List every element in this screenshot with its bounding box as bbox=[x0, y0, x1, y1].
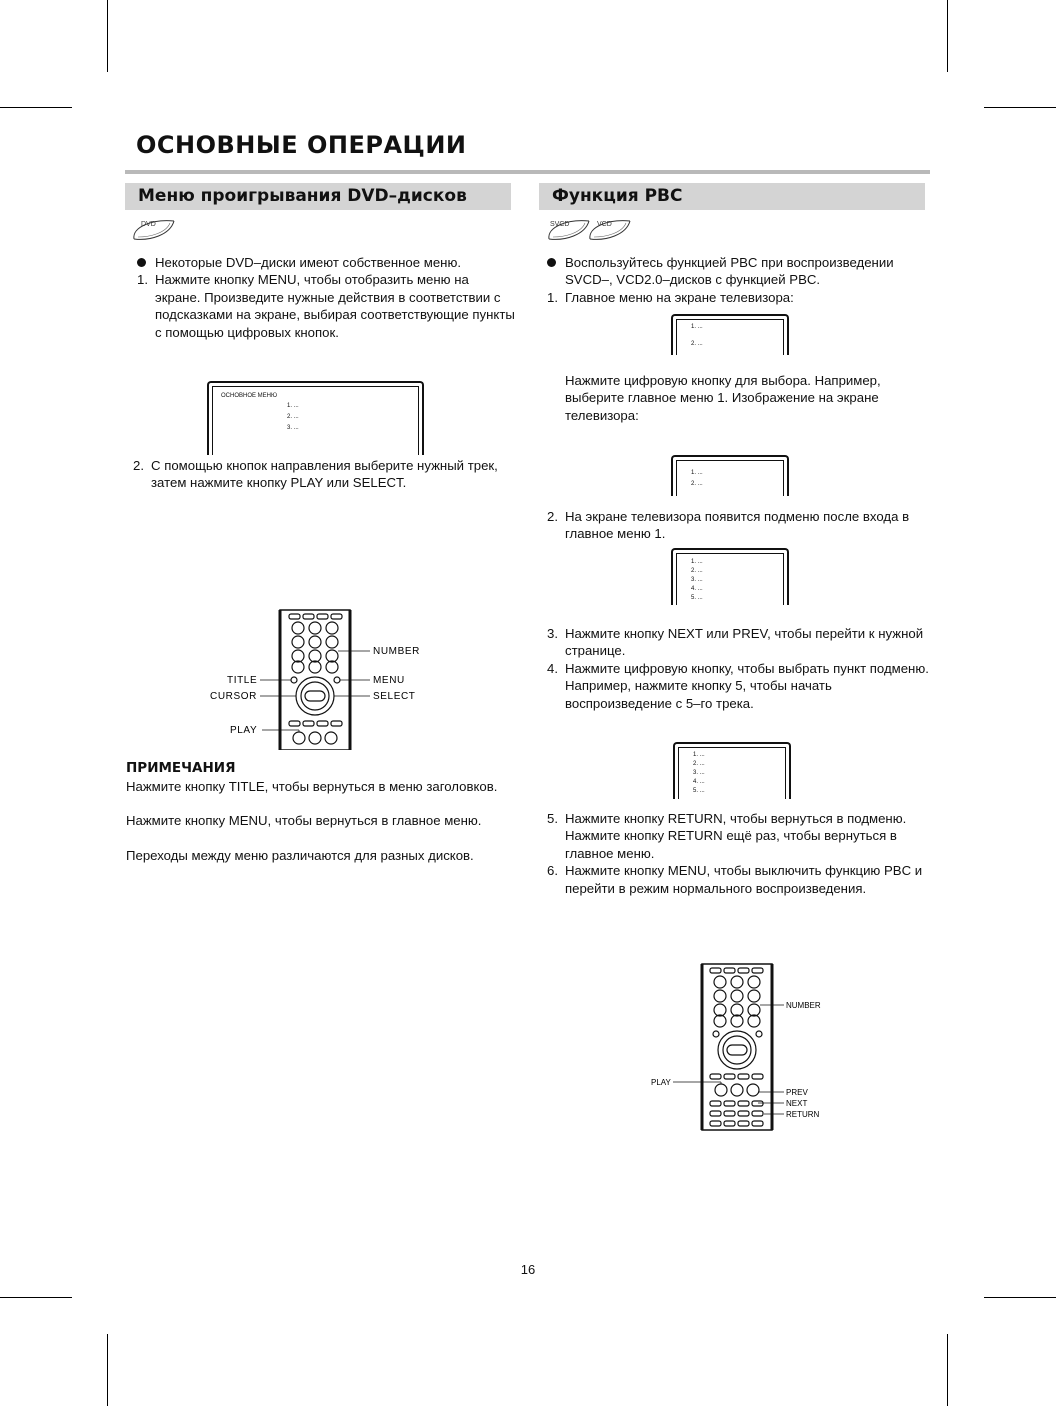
dvd-step2-block bbox=[133, 457, 518, 492]
tv-menu-item: 1. ... bbox=[691, 324, 703, 330]
step-number: 4. bbox=[547, 660, 558, 676]
tv-screen-pbc-3 bbox=[671, 548, 789, 605]
step-number: 3. bbox=[547, 626, 558, 641]
pbc-steps-5-6 bbox=[547, 810, 932, 897]
list-item bbox=[547, 254, 932, 289]
crop-mark bbox=[107, 0, 108, 72]
crop-mark bbox=[107, 1334, 108, 1406]
bullet-icon bbox=[137, 258, 146, 267]
label-next: NEXT bbox=[786, 1099, 808, 1108]
tv-menu-item: 2. ... bbox=[691, 341, 703, 347]
tv-screen-pbc-4 bbox=[673, 742, 791, 799]
step-number: 1. bbox=[137, 272, 148, 288]
list-item bbox=[133, 457, 518, 492]
dvd-step2-text: С помощью кнопок направления выберите нужный трек, затем нажмите кнопку PLAY или SELECT. bbox=[151, 458, 498, 491]
label-play: PLAY bbox=[651, 1078, 671, 1087]
crop-mark bbox=[947, 1334, 948, 1406]
section-heading-text: Функция PBC bbox=[552, 186, 683, 206]
page-number: 16 bbox=[520, 1262, 536, 1277]
tv-screen-pbc-1 bbox=[671, 314, 789, 355]
tv-menu-item: 4. ... bbox=[693, 779, 705, 785]
tv-menu-item: 4. ... bbox=[691, 586, 703, 592]
pbc-step2-block bbox=[547, 508, 932, 543]
vcd-disc-label: VCD bbox=[597, 221, 612, 228]
pbc-steps-3-4 bbox=[547, 625, 932, 712]
pbc-step3-text: Нажмите кнопку NEXT или PREV, чтобы перейти к нужной странице. bbox=[565, 626, 924, 659]
list-item bbox=[547, 862, 932, 897]
label-return: RETURN bbox=[786, 1110, 820, 1119]
tv-menu-item: 2. ... bbox=[693, 761, 705, 767]
section-heading-text: Меню проигрывания DVD–дисков bbox=[138, 186, 467, 206]
pbc-step4-text: Нажмите цифровую кнопку, чтобы выбрать пункт подменю. Например, нажмите кнопку 5, чтобы начать воспроизведение с 5–го трека. bbox=[565, 660, 929, 711]
list-item bbox=[547, 660, 932, 712]
pbc-intro-block bbox=[547, 254, 932, 306]
dvd-disc-icon bbox=[130, 215, 178, 245]
note-text: Переходы между меню различаются для разных дисков. bbox=[126, 847, 474, 863]
pbc-step6-text: Нажмите кнопку MENU, чтобы выключить функцию PBC и перейти в режим нормального воспроизведения. bbox=[565, 863, 923, 896]
tv-menu-item: 1. ... bbox=[691, 559, 703, 565]
vcd-disc-icon bbox=[586, 215, 634, 245]
crop-mark bbox=[0, 1297, 72, 1298]
label-select: SELECT bbox=[373, 691, 416, 702]
label-play: PLAY bbox=[230, 725, 258, 736]
crop-mark bbox=[984, 1297, 1056, 1298]
tv-menu-item: 2. ... bbox=[691, 568, 703, 574]
label-title: TITLE bbox=[227, 675, 258, 686]
step-number: 1. bbox=[547, 289, 558, 305]
list-item bbox=[547, 289, 932, 306]
notes-block bbox=[126, 778, 516, 864]
section-heading-pbc bbox=[539, 183, 925, 210]
list-item bbox=[547, 625, 932, 660]
crop-mark bbox=[0, 107, 72, 108]
tv-menu-item: 5. ... bbox=[693, 788, 705, 794]
tv-menu-item: 1. ... bbox=[691, 470, 703, 476]
pbc-step1-text: Главное меню на экране телевизора: bbox=[565, 289, 794, 305]
label-menu: MENU bbox=[373, 675, 405, 686]
tv-screen-main-menu bbox=[207, 381, 424, 455]
crop-mark bbox=[984, 107, 1056, 108]
note-text: Нажмите кнопку MENU, чтобы вернуться в главное меню. bbox=[126, 813, 482, 829]
tv-menu-item: 3. ... bbox=[691, 577, 703, 583]
tv-menu-title: ОСНОВНОЕ МЕНЮ bbox=[221, 393, 278, 399]
page-title: ОСНОВНЫЕ ОПЕРАЦИИ bbox=[136, 131, 467, 159]
title-rule bbox=[125, 170, 930, 174]
label-prev: PREV bbox=[786, 1088, 808, 1097]
dvd-bullet-text: Некоторые DVD–диски имеют собственное меню. bbox=[155, 255, 462, 270]
bullet-icon bbox=[547, 258, 556, 267]
list-item bbox=[137, 271, 517, 341]
step-number: 2. bbox=[547, 509, 558, 524]
note-text: Нажмите кнопку TITLE, чтобы вернуться в меню заголовков. bbox=[126, 779, 498, 794]
step-number: 6. bbox=[547, 863, 558, 879]
section-heading-dvd-menu bbox=[125, 183, 511, 210]
tv-menu-item: 2. ... bbox=[691, 481, 703, 487]
pbc-step2-text: На экране телевизора появится подменю после входа в главное меню 1. bbox=[565, 509, 910, 542]
tv-menu-item: 2. ... bbox=[287, 414, 299, 420]
step-number: 5. bbox=[547, 811, 558, 826]
tv-menu-item: 1. ... bbox=[693, 752, 705, 758]
tv-menu-item: 5. ... bbox=[691, 595, 703, 601]
step-number: 2. bbox=[133, 458, 144, 473]
list-item bbox=[137, 254, 517, 271]
list-item bbox=[547, 508, 932, 543]
pbc-step5-text: Нажмите кнопку RETURN, чтобы вернуться в подменю. Нажмите кнопку RETURN ещё раз, чтобы вернуться в главное меню. bbox=[565, 811, 907, 861]
crop-mark bbox=[947, 0, 948, 72]
dvd-intro-block bbox=[137, 254, 517, 341]
label-cursor: CURSOR bbox=[210, 691, 257, 702]
svcd-disc-label: SVCD bbox=[550, 221, 570, 228]
dvd-disc-label: DVD bbox=[141, 221, 156, 228]
dvd-step1-text: Нажмите кнопку MENU, чтобы отобразить меню на экране. Произведите нужные действия в соответствии с подсказками на экране, выбирая соответствующие пункты с помощью цифровых кнопок. bbox=[155, 272, 515, 340]
list-item bbox=[547, 810, 932, 862]
remote-control-diagram bbox=[200, 608, 430, 750]
remote-control-diagram-pbc bbox=[640, 962, 840, 1132]
tv-menu-item: 3. ... bbox=[693, 770, 705, 776]
pbc-bullet-text: Воспользуйтесь функцией PBC при воспроизведении SVCD–, VCD2.0–дисков с функцией PBC. bbox=[565, 255, 894, 288]
tv-menu-item: 1. ... bbox=[287, 403, 299, 409]
label-number: NUMBER bbox=[786, 1001, 821, 1010]
tv-menu-item: 3. ... bbox=[287, 425, 299, 431]
notes-heading: ПРИМЕЧАНИЯ bbox=[126, 760, 236, 776]
tv-screen-pbc-2 bbox=[671, 455, 789, 496]
label-number: NUMBER bbox=[373, 646, 420, 657]
pbc-step1b-text: Нажмите цифровую кнопку для выбора. Например, выберите главное меню 1. Изображение на экране телевизора: bbox=[565, 373, 881, 423]
